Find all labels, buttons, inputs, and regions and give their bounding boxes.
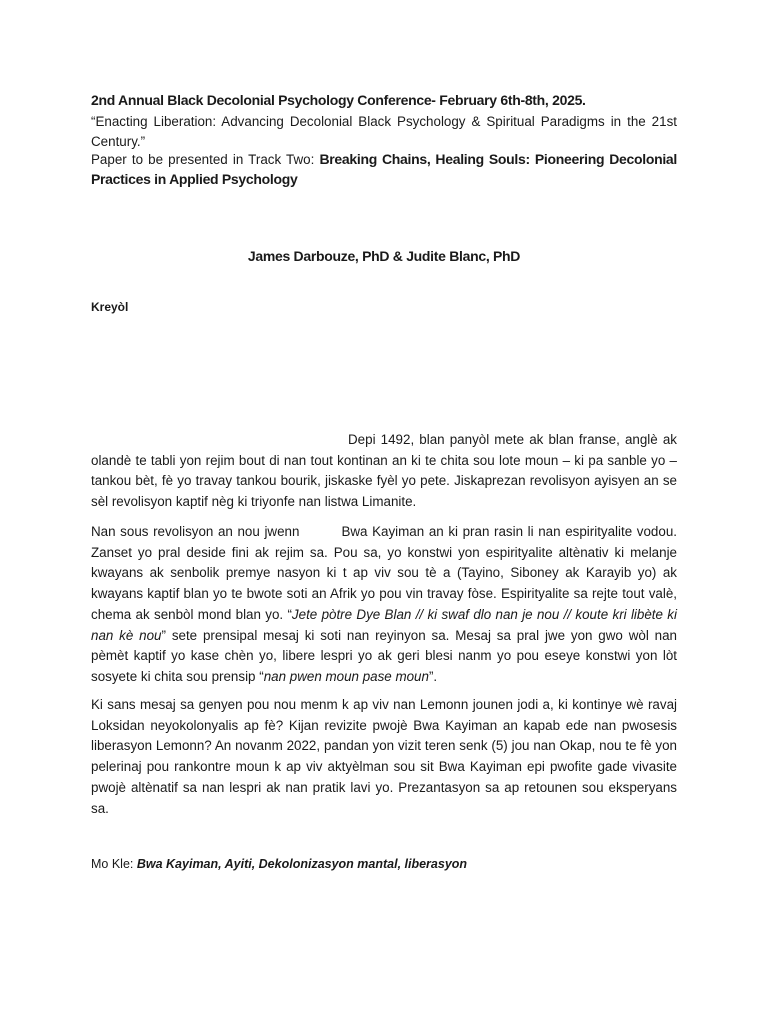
keywords-line bbox=[91, 857, 467, 871]
paragraph-1: Depi 1492, blan panyòl mete ak blan franse, anglè ak olandè te tabli yon rejim bout di nan tout kontinan an ki te chita sou lote moun – ki pa sanble yo – tankou bèt, fè yo travay tankou bourik, jiskaske fyèl yo pete. Jiskaprezan revolisyon ayisyen an se sèl revolisyon kaptif nèg ki triyonfe nan listwa Limanite. bbox=[91, 432, 677, 510]
paragraph-3: Ki sans mesaj sa genyen pou nou menm k ap viv nan Lemonn jounen jodi a, ki kontinye wè ravaj Loksidan neyokolonyalis ap fè? Kijan revizite pwojè Bwa Kayiman an kapab ede nan pwosesis liberasyon Lemonn? An novanm 2022, pandan yon vizit teren senk (5) jou nan Okap, nou te fè yon pelerinaj pou rankontre moun k ap viv aktyèlman sou sit Bwa Kayiman epi pwofite gade vivasite pwojè altènatif sa nan lespri ak nan pratik lavi yo. Prezantasyon sa ap retounen sou eksperyans sa. bbox=[91, 697, 677, 816]
authors: James Darbouze, PhD & Judite Blanc, PhD bbox=[247, 248, 521, 264]
track-line bbox=[91, 150, 677, 189]
paragraph-2-part-d: ”. bbox=[428, 668, 438, 684]
paragraph-2-part-b: Bwa Kayiman an ki pran rasin li nan espirityalite vodou. Zanset yo pral deside fini ak rejim sa. Pou sa, yo konstwi yon espirityalite altènativ ki melanje kwayans ak senbolik premye nasyon ki t ap viv sou tè a (Tayino, Siboney ak Karayib yo) ak kwayans kaptif blan yo te bwote soti an Afrik yo pou vin travay fòse. Espirityalite sa rejte tout valè, chema ak senbòl mond blan yo. “ bbox=[91, 524, 677, 622]
track-prefix: Paper to be presented in Track Two: bbox=[91, 152, 320, 167]
paragraph-2-part-c: ” sete prensipal mesaj ki soti nan reyinyon sa. Mesaj sa pral jwe yon gwo wòl nan pèmèt kaptif yo kase chèn yo, libere lespri yo ak geri blesi nanm yo pou eseye konstwi yon lòt sosyete ki chita sou prensip “ bbox=[91, 627, 677, 684]
paragraph-2-part-a: Nan sous revolisyon an nou jwenn bbox=[91, 524, 300, 539]
conference-theme: “Enacting Liberation: Advancing Decolonial Black Psychology & Spiritual Paradigms in the 21st Century.” bbox=[91, 114, 677, 149]
paragraph-2 bbox=[91, 522, 677, 688]
paragraph-2-motto: nan pwen moun pase moun bbox=[263, 668, 429, 684]
keywords-values: Bwa Kayiman, Ayiti, Dekolonizasyon mantal, liberasyon bbox=[136, 857, 468, 871]
language-label: Kreyòl bbox=[91, 300, 129, 314]
paragraph-2-quote: Jete pòtre Dye Blan // ki swaf dlo nan je nou // koute kri libète ki nan kè nou bbox=[91, 606, 677, 643]
track-title: Breaking Chains, Healing Souls: Pioneering Decolonial Practices in Applied Psychology bbox=[91, 151, 677, 187]
conference-title: 2nd Annual Black Decolonial Psychology Conference- February 6th-8th, 2025. bbox=[91, 92, 586, 108]
keywords-label: Mo Kle: bbox=[91, 857, 137, 871]
